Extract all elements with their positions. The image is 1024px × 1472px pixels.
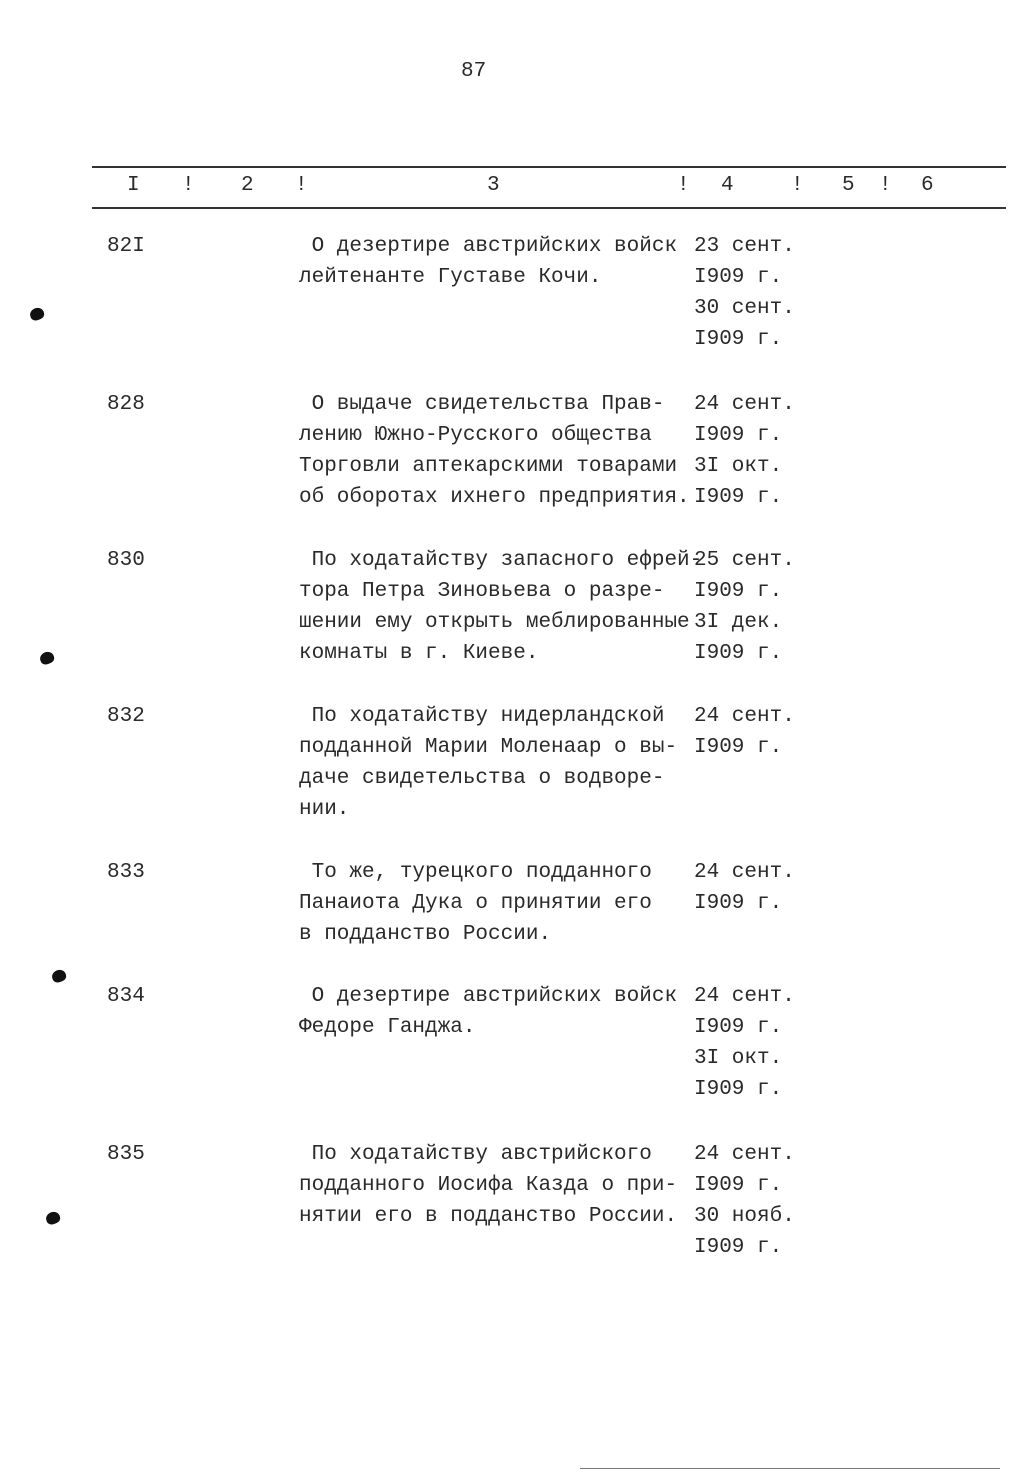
header-bottom-rule bbox=[92, 207, 1006, 209]
description-line: По ходатайству австрийского bbox=[299, 1143, 652, 1166]
date-line: 23 сент. bbox=[694, 235, 795, 258]
page-number: 87 bbox=[461, 60, 487, 83]
description-line: подданного Иосифа Казда о при- bbox=[299, 1174, 678, 1197]
entry-dates bbox=[694, 389, 795, 513]
entry-number: 828 bbox=[107, 393, 145, 416]
punch-hole-mark bbox=[44, 1210, 61, 1226]
date-line: 24 сент. bbox=[694, 705, 795, 728]
description-line: По ходатайству нидерландской bbox=[299, 705, 665, 728]
description-line: О выдаче свидетельства Прав- bbox=[299, 393, 665, 416]
entry-number: 82I bbox=[107, 235, 145, 258]
date-line: I909 г. bbox=[694, 1174, 783, 1197]
column-3-label: 3 bbox=[487, 174, 500, 197]
column-6-label: 6 bbox=[921, 174, 934, 197]
entry-number: 832 bbox=[107, 705, 145, 728]
entry-dates bbox=[694, 545, 795, 669]
description-line: нятии его в подданство России. bbox=[299, 1205, 678, 1228]
entry-description bbox=[299, 231, 677, 293]
entry-description bbox=[299, 857, 652, 950]
description-line: То же, турецкого подданного bbox=[299, 861, 652, 884]
description-line: Федоре Ганджа. bbox=[299, 1016, 476, 1039]
description-line: лению Южно-Русского общества bbox=[299, 424, 652, 447]
description-line: О дезертире австрийских войск bbox=[299, 985, 678, 1008]
entry-description bbox=[299, 389, 690, 513]
description-line: шении ему открыть меблированные bbox=[299, 611, 690, 634]
column-4-label: 4 bbox=[721, 174, 734, 197]
entry-number: 834 bbox=[107, 985, 145, 1008]
description-line: лейтенанте Густаве Кочи. bbox=[299, 266, 602, 289]
punch-hole-mark bbox=[28, 306, 45, 322]
description-line: даче свидетельства о водворе- bbox=[299, 767, 665, 790]
description-line: По ходатайству запасного ефрей- bbox=[299, 549, 703, 572]
description-line: Панаиота Дука о принятии его bbox=[299, 892, 652, 915]
description-line: О дезертире австрийских войск bbox=[299, 235, 678, 258]
date-line: I909 г. bbox=[694, 1078, 783, 1101]
date-line: I909 г. bbox=[694, 642, 783, 665]
column-1-label: I bbox=[127, 174, 140, 197]
column-2-label: 2 bbox=[241, 174, 254, 197]
description-line: нии. bbox=[299, 798, 350, 821]
entry-dates bbox=[694, 981, 795, 1105]
date-line: 3I окт. bbox=[694, 1047, 783, 1070]
date-line: I909 г. bbox=[694, 736, 783, 759]
date-line: I909 г. bbox=[694, 424, 783, 447]
date-line: 24 сент. bbox=[694, 861, 795, 884]
entry-dates bbox=[694, 1139, 795, 1263]
column-5-label: 5 bbox=[842, 174, 855, 197]
punch-hole-mark bbox=[50, 968, 67, 984]
entry-dates bbox=[694, 701, 795, 763]
date-line: I909 г. bbox=[694, 266, 783, 289]
date-line: 30 сент. bbox=[694, 297, 795, 320]
column-separator: ! bbox=[182, 174, 195, 197]
description-line: Торговли аптекарскими товарами bbox=[299, 455, 678, 478]
description-line: об оборотах ихнего предприятия. bbox=[299, 486, 690, 509]
date-line: I909 г. bbox=[694, 486, 783, 509]
description-line: тора Петра Зиновьева о разре- bbox=[299, 580, 665, 603]
entry-description bbox=[299, 701, 677, 825]
entry-dates bbox=[694, 231, 795, 355]
entry-number: 830 bbox=[107, 549, 145, 572]
entry-number: 833 bbox=[107, 861, 145, 884]
date-line: 3I дек. bbox=[694, 611, 783, 634]
column-separator: ! bbox=[879, 174, 892, 197]
column-separator: ! bbox=[295, 174, 308, 197]
entry-number: 835 bbox=[107, 1143, 145, 1166]
date-line: 24 сент. bbox=[694, 1143, 795, 1166]
date-line: 24 сент. bbox=[694, 985, 795, 1008]
entry-description bbox=[299, 981, 677, 1043]
date-line: I909 г. bbox=[694, 328, 783, 351]
date-line: I909 г. bbox=[694, 580, 783, 603]
entry-description bbox=[299, 1139, 677, 1232]
punch-hole-mark bbox=[38, 650, 55, 666]
description-line: в подданство России. bbox=[299, 923, 552, 946]
column-separator: ! bbox=[791, 174, 804, 197]
date-line: 3I окт. bbox=[694, 455, 783, 478]
date-line: 30 нояб. bbox=[694, 1205, 795, 1228]
header-top-rule bbox=[92, 166, 1006, 168]
entry-description bbox=[299, 545, 702, 669]
date-line: I909 г. bbox=[694, 1016, 783, 1039]
date-line: 24 сент. bbox=[694, 393, 795, 416]
date-line: I909 г. bbox=[694, 892, 783, 915]
date-line: 25 сент. bbox=[694, 549, 795, 572]
description-line: комнаты в г. Киеве. bbox=[299, 642, 539, 665]
column-separator: ! bbox=[677, 174, 690, 197]
date-line: I909 г. bbox=[694, 1236, 783, 1259]
bottom-rule bbox=[580, 1468, 1000, 1469]
entry-dates bbox=[694, 857, 795, 919]
description-line: подданной Марии Моленаар о вы- bbox=[299, 736, 678, 759]
